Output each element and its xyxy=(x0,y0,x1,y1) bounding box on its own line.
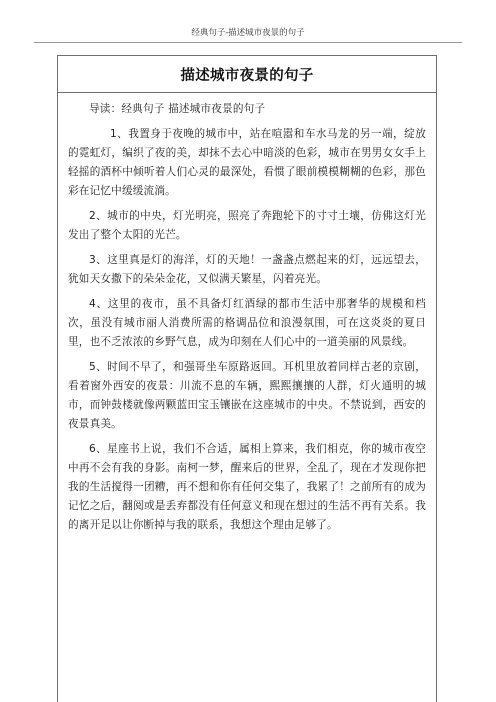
document-body xyxy=(68,100,426,541)
paragraph-5: 5、时间不早了，和强哥坐车原路返回。耳机里放着同样古老的京剧，看着窗外西安的夜景：川流不息的车辆，熙熙攘攘的人群，灯火通明的城市，而钟鼓楼就像两颗蓝田宝玉镶嵌在这座城市的中央。不禁说到，西安的夜景真美。 xyxy=(68,361,426,430)
paragraph-1: 1、我置身于夜晚的城市中，站在喧嚣和车水马龙的另一端，绽放的霓虹灯，编织了夜的美，却抹不去心中暗淡的色彩，城市在男男女女手上轻摇的酒杯中倾听着人们心灵的最深处，看惯了眼前模模糊糊的色彩，那色彩在记忆中缓缓流淌。 xyxy=(68,128,426,197)
header-divider xyxy=(34,42,462,43)
document-frame xyxy=(57,55,437,702)
paragraph-4: 4、这里的夜市，虽不具备灯红酒绿的都市生活中那奢华的规模和档次，虽没有城市丽人消费所需的格调品位和浪漫氛围，可在这炎炎的夏日里，也不乏浓浓的乡野气息，成为印刻在人们心中的一道美丽的风景线。 xyxy=(68,298,426,348)
paragraph-2: 2、城市的中央，灯光明亮，照亮了奔跑轮下的寸寸土壤，仿佛这灯光发出了整个太阳的光芒。 xyxy=(68,210,426,241)
intro-line: 导读：经典句子 描述城市夜景的句子 xyxy=(89,103,266,115)
paragraph-3: 3、这里真是灯的海洋，灯的天地！一盏盏点燃起来的灯，远远望去，犹如天女撒下的朵朵金花，又似满天繁星，闪着亮光。 xyxy=(68,254,426,285)
title-row xyxy=(58,56,436,93)
document-title: 描述城市夜景的句子 xyxy=(180,67,314,84)
paragraph-6: 6、星座书上说，我们不合适，属相上算来，我们相克，你的城市夜空中再不会有我的身影。南柯一梦，醒来后的世界，全乱了，现在才发现你把我的生活搅得一团糟，再不想和你有任何交集了，我累了！之前所有的成为记忆之后，翻阅或是丢弃都没有任何意义和现在想过的生活不再有关系。我的离开足以让你断掉与我的联系，我想这个理由足够了。 xyxy=(68,443,426,531)
page-header: 经典句子-描述城市夜景的句子 xyxy=(191,28,305,38)
